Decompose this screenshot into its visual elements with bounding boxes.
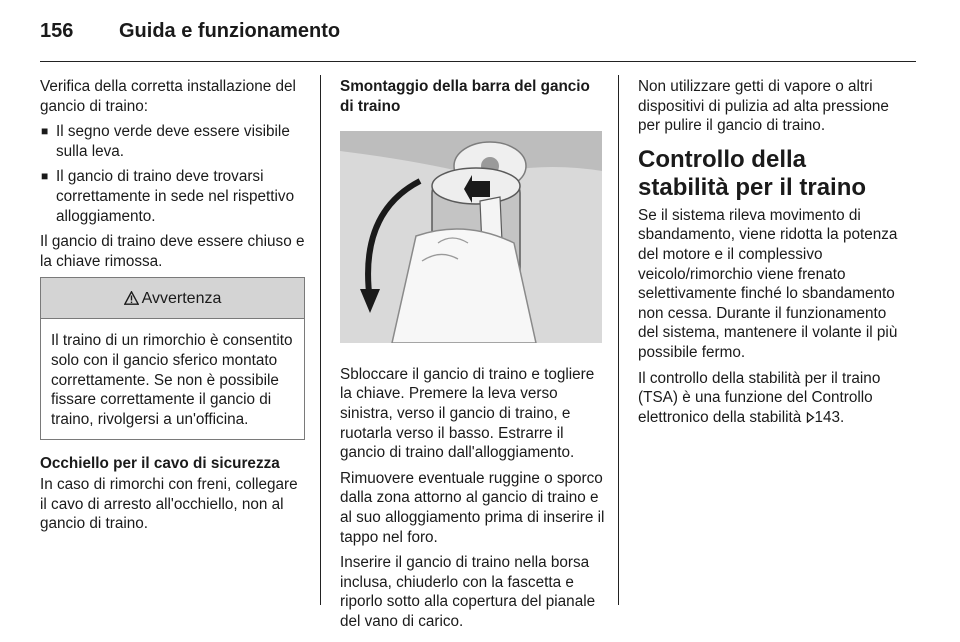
removal-paragraph: Rimuovere eventuale ruggine o sporco dalla zona attorno al gancio di traino e al suo alloggiamento prima di inserire il tappo nel foro. bbox=[340, 469, 605, 546]
stability-paragraph-tsa bbox=[638, 369, 903, 428]
warning-header bbox=[41, 278, 304, 319]
bullet-text: Il segno verde deve essere visibile sulla leva. bbox=[56, 123, 290, 160]
bullet-square-icon: ■ bbox=[41, 169, 49, 184]
eyelet-heading: Occhiello per il cavo di sicurezza bbox=[40, 455, 280, 473]
column-1 bbox=[40, 77, 305, 540]
removal-paragraph: Inserire il gancio di traino nella borsa inclusa, chiuderlo con la fascetta e riporlo sotto alla copertura del pianale del vano di carico. bbox=[340, 554, 596, 630]
warning-triangle-icon bbox=[124, 291, 139, 305]
removal-paragraph: Sbloccare il gancio di traino e togliere la chiave. Premere la leva verso sinistra, verso il gancio di traino, e ruotarla verso il basso. Estrarre il gancio di traino dall'alloggiamento. bbox=[340, 365, 595, 462]
bullet-text: Il gancio di traino deve trovarsi correttamente in sede nel rispettivo alloggiamento. bbox=[56, 168, 295, 225]
eyelet-text: In caso di rimorchi con freni, collegare il cavo di arresto all'occhiello, non al gancio di traino. bbox=[40, 475, 298, 533]
bullet-item bbox=[40, 122, 305, 161]
header-divider bbox=[40, 61, 916, 62]
bullet-item bbox=[40, 167, 305, 226]
install-check-closing: Il gancio di traino deve essere chiuso e la chiave rimossa. bbox=[40, 233, 305, 270]
page-header bbox=[40, 18, 916, 58]
column-2 bbox=[340, 77, 605, 638]
warning-box bbox=[40, 277, 305, 440]
column-3 bbox=[638, 77, 903, 433]
page-reference-link[interactable]: 143. bbox=[814, 408, 845, 426]
page-reference-icon bbox=[806, 412, 815, 423]
column-divider-2 bbox=[618, 75, 619, 605]
warning-title: Avvertenza bbox=[141, 289, 222, 307]
cleaning-warning-text: Non utilizzare getti di vapore o altri dispositivi di pulizia ad alta pressione per pulire il gancio di traino. bbox=[638, 78, 889, 135]
page-title: Guida e funzionamento bbox=[119, 20, 341, 42]
page-number: 156 bbox=[40, 20, 74, 42]
stability-heading: Controllo della stabilità per il traino bbox=[638, 145, 867, 201]
warning-body: Il traino di un rimorchio è consentito solo con il gancio sferico montato correttamente. Se non è possibile fissare correttamente il gancio di traino, rivolgersi a un'officina. bbox=[51, 332, 293, 428]
stability-paragraph: Se il sistema rileva movimento di sbandamento, viene ridotta la potenza del motore e il complessivo veicolo/rimorchio viene frenato selettivamente finché lo sbandamento non cessa. Durante il funzionamento del sistema, mantenere il volante il più possibile fermo. bbox=[638, 206, 898, 361]
column-divider-1 bbox=[320, 75, 321, 605]
bullet-square-icon: ■ bbox=[41, 124, 49, 139]
tsa-text: Il controllo della stabilità per il traino (TSA) è una funzione del Controllo elettronico della stabilità bbox=[638, 369, 881, 426]
install-check-intro: Verifica della corretta installazione del gancio di traino: bbox=[40, 78, 296, 115]
removal-heading: Smontaggio della barra del gancio di traino bbox=[340, 78, 590, 115]
tow-hook-removal-illustration bbox=[340, 131, 602, 343]
